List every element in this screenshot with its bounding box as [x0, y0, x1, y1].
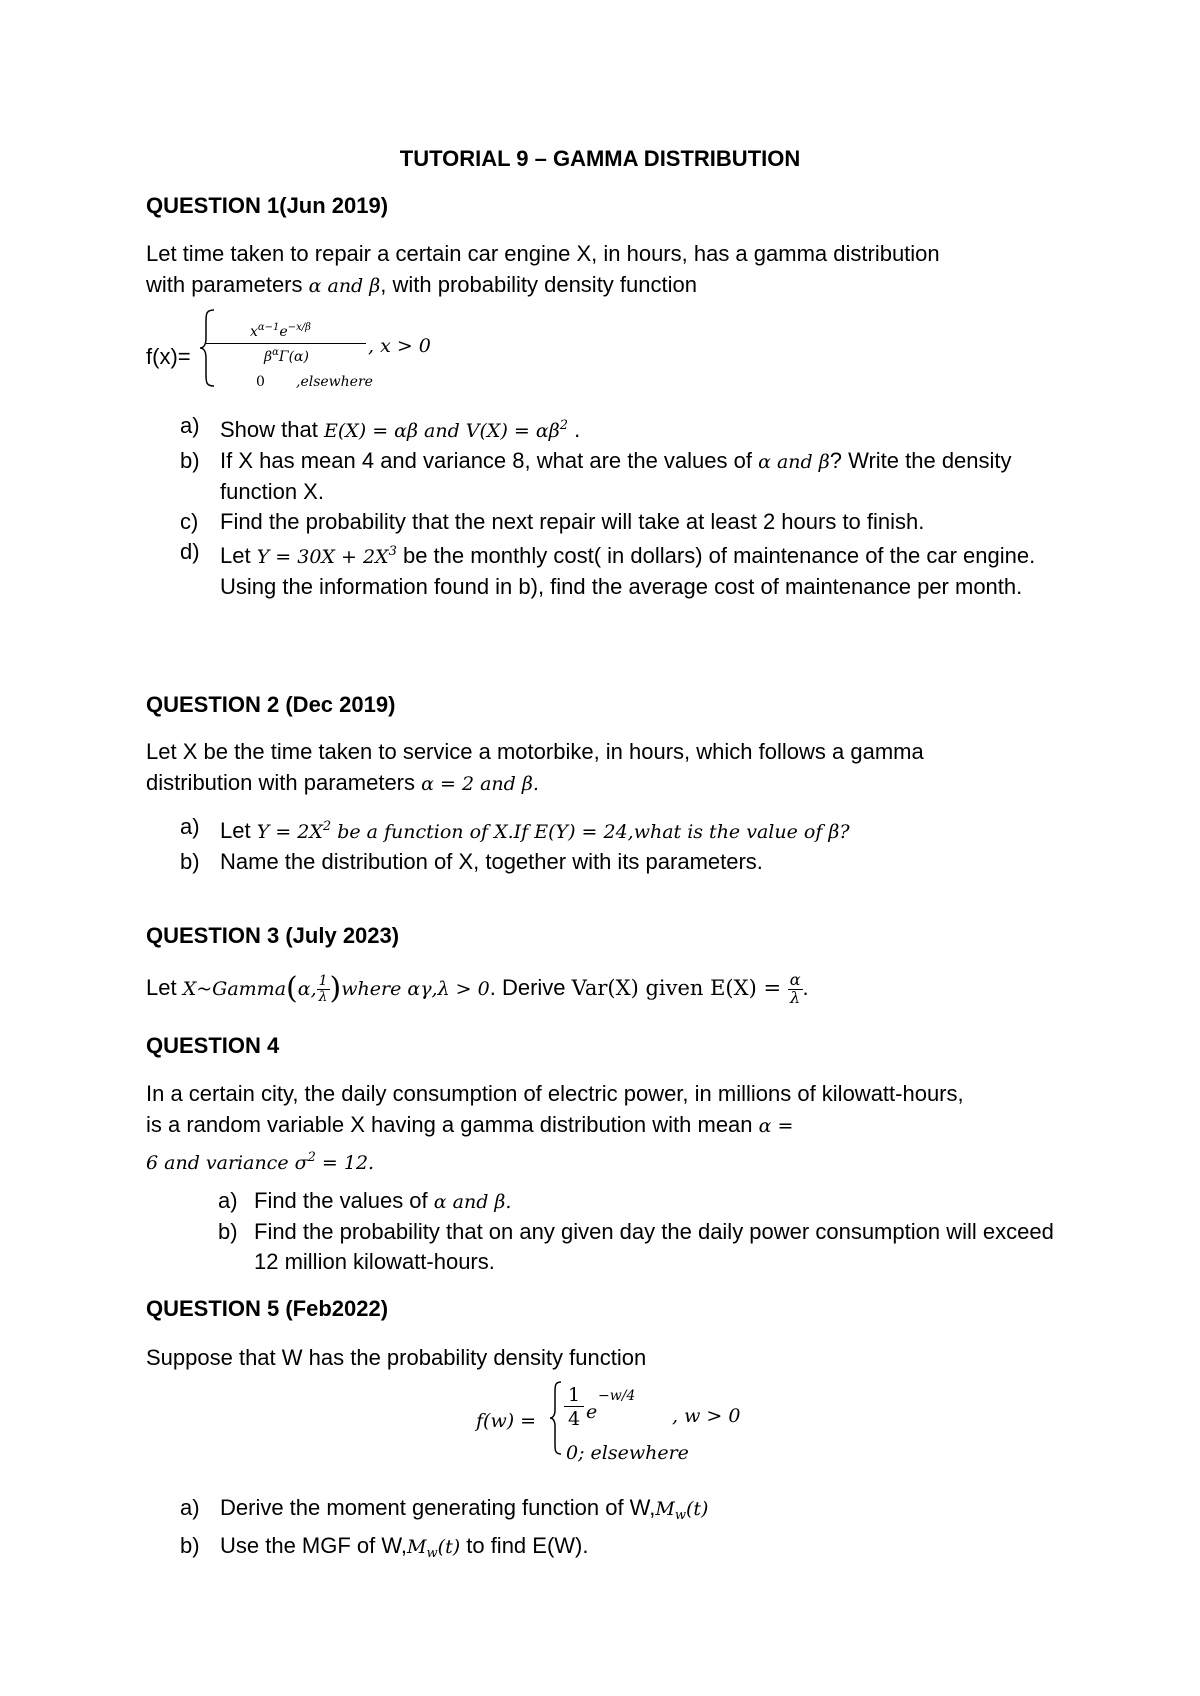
- pdf-brace: [198, 308, 218, 388]
- question-5-intro: Suppose that W has the probability density function: [146, 1345, 647, 1370]
- pdf-elsewhere: ,elsewhere: [296, 374, 373, 390]
- list-item: a) Find the values of α and β.: [218, 1188, 512, 1213]
- list-item: b) If X has mean 4 and variance 8, what are the values of α and β? Write the density function X.: [180, 448, 1012, 504]
- pdf-numerator: $x^{\alpha-1}e^{-x/\beta}$: [250, 322, 311, 340]
- list-item: d) Let $Y = 30X + 2X^3$ be the monthly cost( in dollars) of maintenance of the car engine. Using the information found in b), find the average cost of maintenance per month.: [180, 539, 1036, 599]
- list-item: a) Derive the moment generating function of $W,M_w(t)$: [180, 1495, 709, 1523]
- question-5-parts: [180, 1493, 1080, 1569]
- list-item: a) Let $Y = 2X^2$ be a function of X.If E(Y) = 24,what is the value of β?: [180, 814, 850, 843]
- pdf-w-brace: [548, 1380, 564, 1456]
- pdf-denominator: $\beta^\alpha\Gamma(\alpha)$: [264, 347, 309, 365]
- list-item: a) Show that E(X) = αβ and $V(X) = \alpha\beta^2$ .: [180, 413, 581, 442]
- page-title: TUTORIAL 9 – GAMMA DISTRIBUTION: [399, 146, 801, 171]
- pdf-w-condition: , w > 0: [672, 1405, 741, 1427]
- pdf-condition: , x > 0: [368, 335, 431, 357]
- question-5-heading: QUESTION 5 (Feb2022): [146, 1296, 389, 1321]
- question-1-intro-line1: Let time taken to repair a certain car engine X, in hours, has a gamma distribution: [146, 241, 940, 266]
- question-2-intro: Let X be the time taken to service a motorbike, in hours, which follows a gamma distribution with parameters α = 2 and β.: [146, 739, 924, 795]
- question-3-heading: QUESTION 3 (July 2023): [146, 923, 400, 948]
- list-item: b) Find the probability that on any given day the daily power consumption will exceed 12 million kilowatt-hours.: [218, 1219, 1054, 1274]
- pdf-fraction-bar: [206, 343, 366, 344]
- question-4-heading: QUESTION 4: [146, 1033, 280, 1058]
- pdf-lhs: f(x)=: [146, 344, 191, 369]
- question-4-parts: [218, 1186, 1078, 1277]
- question-1-intro: [146, 238, 1066, 302]
- question-2-parts: [180, 812, 1080, 877]
- pdf-w-frac: 1 4: [564, 1384, 584, 1431]
- list-item: c) Find the probability that the next repair will take at least 2 hours to finish.: [180, 509, 925, 534]
- pdf-w-e: e: [586, 1401, 598, 1423]
- question-1-intro-line2: with parameters α and β, with probability density function: [146, 272, 697, 297]
- question-3-text: Let X~Gamma(α, $\frac{1}{\lambda}$ )where αγ,λ > 0. Derive Var(X) given E(X) = $\frac{\alpha}{\lambda}$ .: [146, 969, 809, 1007]
- list-item: b) Name the distribution of X, together with its parameters.: [180, 849, 763, 874]
- pdf-w-exponent: −w/4: [598, 1388, 636, 1404]
- pdf-w-elsewhere: 0; elsewhere: [566, 1442, 689, 1464]
- question-2-heading: QUESTION 2 (Dec 2019): [146, 692, 396, 717]
- question-1-heading: QUESTION 1(Jun 2019): [146, 193, 389, 218]
- pdf-zero: 0: [256, 374, 265, 390]
- list-item: b) Use the MGF of $W,M_w(t)$ to find E(W).: [180, 1533, 589, 1561]
- question-4-intro: In a certain city, the daily consumption of electric power, in millions of kilowatt-hours, is a random variable X having a gamma distribution with mean α = 6 and variance $\sigma^2 = 12$.: [146, 1081, 964, 1174]
- pdf-w-lhs: f(w) =: [476, 1410, 537, 1432]
- question-1-parts: [180, 411, 1080, 602]
